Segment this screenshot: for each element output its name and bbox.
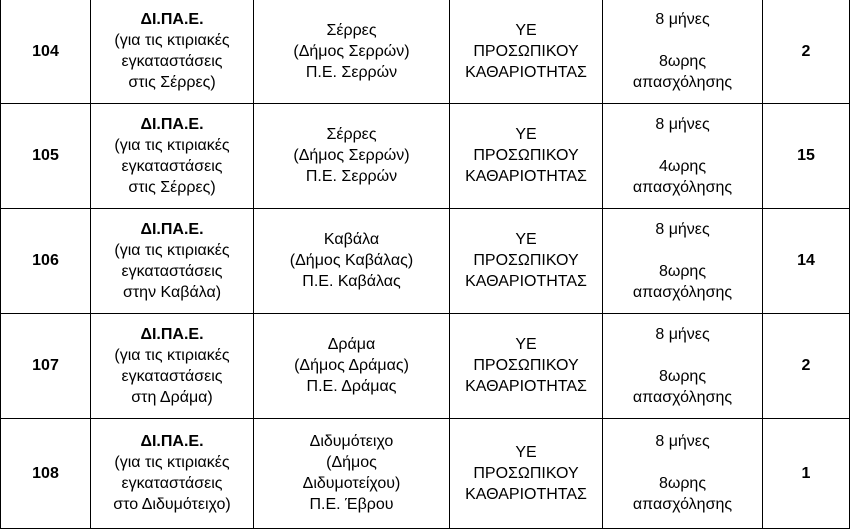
row-id-cell: 107: [1, 313, 91, 418]
table-row: [1, 313, 850, 418]
specialty-line: ΚΑΘΑΡΙΟΤΗΤΑΣ: [465, 485, 587, 503]
organization-name: ΔΙ.ΠΑ.Ε.: [140, 433, 204, 450]
specialty-line: ΚΑΘΑΡΙΟΤΗΤΑΣ: [465, 273, 587, 290]
location-line: (Δήμος Σερρών): [293, 147, 410, 164]
specialty-line: ΥΕ: [515, 443, 537, 461]
location-line: (Δήμος Καβάλας): [289, 252, 414, 269]
duration-cell: [603, 313, 763, 418]
location-line: Διδυμότειχο: [309, 433, 394, 450]
work-hours-label: απασχόλησης: [632, 496, 733, 513]
duration-cell: [603, 208, 763, 313]
organization-desc-line: στις Σέρρες): [128, 74, 216, 92]
organization-desc-line: εγκαταστάσεις: [121, 475, 223, 492]
specialty-line: ΠΡΟΣΩΠΙΚΟΥ: [473, 357, 579, 374]
work-hours-label: απασχόλησης: [632, 74, 733, 92]
duration-cell: [603, 418, 763, 528]
duration-months: 8 μήνες: [655, 115, 710, 133]
specialty-line: ΠΡΟΣΩΠΙΚΟΥ: [473, 42, 579, 60]
organization-desc-line: εγκαταστάσεις: [121, 157, 223, 175]
location-cell: [254, 103, 450, 208]
specialty-line: ΠΡΟΣΩΠΙΚΟΥ: [473, 464, 579, 482]
specialty-line: ΥΕ: [515, 126, 537, 143]
table-row: [1, 103, 850, 208]
duration-months: 8 μήνες: [655, 220, 710, 238]
specialty-cell: [450, 103, 603, 208]
organization-cell: [91, 0, 254, 103]
specialty-line: ΚΑΘΑΡΙΟΤΗΤΑΣ: [465, 63, 587, 81]
duration-cell: [603, 0, 763, 103]
table-row: [1, 208, 850, 313]
organization-desc-line: (για τις κτιριακές: [114, 346, 230, 364]
positions-count-cell: 2: [763, 313, 850, 418]
work-hours-type: 4ωρης: [658, 157, 707, 175]
specialty-line: ΠΡΟΣΩΠΙΚΟΥ: [473, 147, 579, 164]
duration-months: 8 μήνες: [655, 325, 710, 343]
organization-cell: [91, 103, 254, 208]
row-id-cell: 106: [1, 208, 91, 313]
location-line: Π.Ε. Καβάλας: [302, 273, 401, 290]
organization-desc-line: (για τις κτιριακές: [114, 241, 230, 259]
organization-desc-line: (για τις κτιριακές: [114, 32, 230, 50]
positions-count-cell: 1: [763, 418, 850, 528]
work-hours-label: απασχόλησης: [632, 388, 733, 406]
organization-cell: [91, 313, 254, 418]
positions-count-cell: 14: [763, 208, 850, 313]
organization-desc-line: στη Δράμα): [131, 388, 213, 406]
location-cell: [254, 418, 450, 528]
duration-months: 8 μήνες: [655, 433, 710, 450]
specialty-line: ΥΕ: [515, 21, 537, 39]
organization-desc-line: (για τις κτιριακές: [114, 454, 230, 471]
work-hours-type: 8ωρης: [658, 53, 707, 71]
specialty-cell: [450, 313, 603, 418]
organization-name: ΔΙ.ΠΑ.Ε.: [140, 115, 204, 133]
organization-desc-line: εγκαταστάσεις: [121, 367, 223, 385]
positions-count-cell: 15: [763, 103, 850, 208]
work-hours-label: απασχόλησης: [632, 283, 733, 301]
organization-desc-line: εγκαταστάσεις: [121, 53, 223, 71]
organization-name: ΔΙ.ΠΑ.Ε.: [140, 325, 204, 343]
location-line: Π.Ε. Δράμας: [306, 378, 397, 395]
specialty-line: ΠΡΟΣΩΠΙΚΟΥ: [473, 252, 579, 269]
location-line: Καβάλα: [323, 231, 380, 248]
row-id-cell: 104: [1, 0, 91, 103]
location-line: Διδυμοτείχου): [302, 475, 401, 492]
specialty-cell: [450, 418, 603, 528]
specialty-line: ΚΑΘΑΡΙΟΤΗΤΑΣ: [465, 378, 587, 395]
work-hours-type: 8ωρης: [658, 475, 707, 492]
location-cell: [254, 313, 450, 418]
location-line: (Δήμος Δράμας): [294, 357, 409, 374]
specialty-line: ΥΕ: [515, 231, 537, 248]
organization-desc-line: στο Διδυμότειχο): [113, 496, 231, 513]
organization-cell: [91, 418, 254, 528]
location-line: (Δήμος Σερρών): [293, 42, 410, 60]
specialty-cell: [450, 0, 603, 103]
work-hours-type: 8ωρης: [658, 367, 707, 385]
organization-desc-line: (για τις κτιριακές: [114, 136, 230, 154]
location-line: Π.Ε. Σερρών: [305, 63, 398, 81]
location-line: (Δήμος: [326, 454, 377, 471]
specialty-line: ΚΑΘΑΡΙΟΤΗΤΑΣ: [465, 168, 587, 185]
location-cell: [254, 0, 450, 103]
location-cell: [254, 208, 450, 313]
organization-desc-line: στην Καβάλα): [122, 283, 222, 301]
organization-name: ΔΙ.ΠΑ.Ε.: [140, 220, 204, 238]
location-line: Σέρρες: [326, 21, 377, 39]
row-id-cell: 108: [1, 418, 91, 528]
row-id-cell: 105: [1, 103, 91, 208]
table-row: [1, 418, 850, 528]
positions-count-cell: 2: [763, 0, 850, 103]
duration-cell: [603, 103, 763, 208]
specialty-line: ΥΕ: [515, 336, 537, 353]
specialty-cell: [450, 208, 603, 313]
location-line: Π.Ε. Σερρών: [305, 168, 398, 185]
organization-desc-line: εγκαταστάσεις: [121, 262, 223, 280]
location-line: Δράμα: [327, 336, 376, 353]
duration-months: 8 μήνες: [655, 11, 710, 29]
location-line: Π.Ε. Έβρου: [309, 496, 394, 513]
organization-name: ΔΙ.ΠΑ.Ε.: [140, 11, 204, 29]
work-hours-type: 8ωρης: [658, 262, 707, 280]
organization-cell: [91, 208, 254, 313]
organization-desc-line: στις Σέρρες): [128, 178, 216, 196]
location-line: Σέρρες: [326, 126, 377, 143]
table-row: [1, 0, 850, 103]
work-hours-label: απασχόλησης: [632, 178, 733, 196]
